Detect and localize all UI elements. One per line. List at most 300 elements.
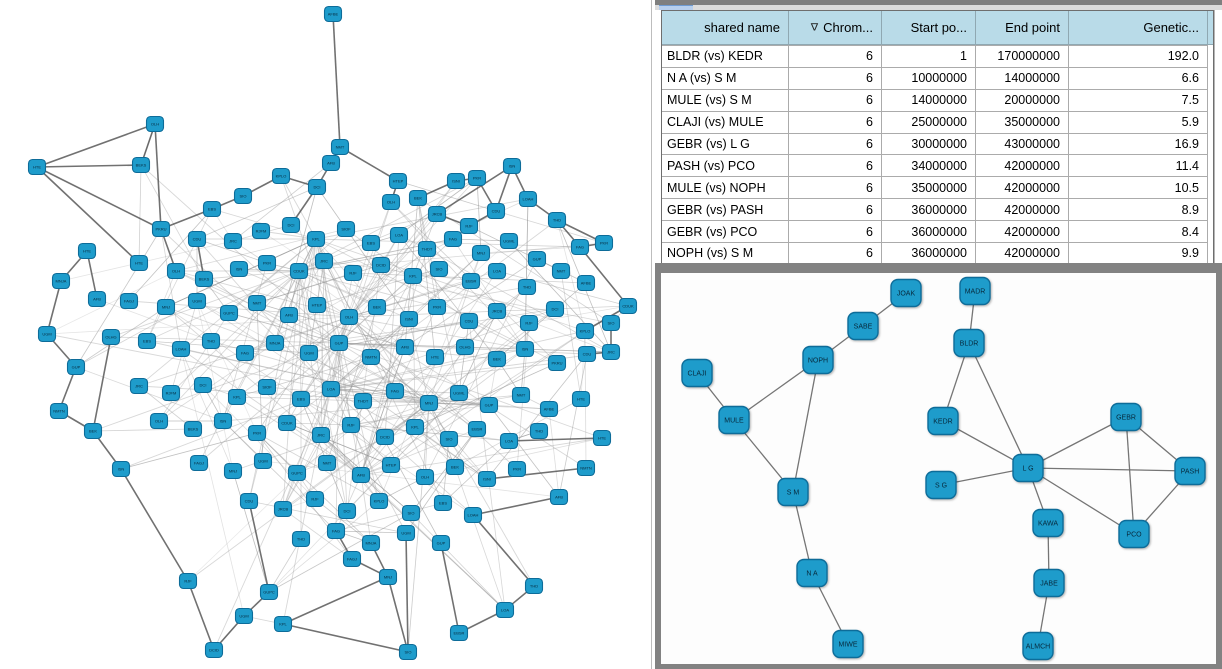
node-label: HTEP: [385, 462, 397, 468]
node-label: LOAH: [175, 346, 187, 352]
overview-node[interactable]: [51, 404, 68, 419]
overview-node[interactable]: [291, 264, 308, 279]
overview-node[interactable]: [572, 240, 589, 255]
table-cell[interactable]: 14000000: [882, 89, 976, 111]
table-cell[interactable]: 9.9: [1069, 242, 1208, 264]
detail-node-pash[interactable]: [1175, 458, 1205, 485]
overview-node[interactable]: [603, 345, 620, 360]
overview-node[interactable]: [189, 294, 206, 309]
overview-node[interactable]: [429, 300, 446, 315]
overview-node[interactable]: [509, 462, 526, 477]
table-row[interactable]: [662, 89, 1213, 111]
table-cell[interactable]: 8.4: [1069, 220, 1208, 242]
table-cell[interactable]: N A (vs) S M: [662, 67, 789, 89]
table-cell[interactable]: 6: [789, 154, 882, 176]
detail-node-mule[interactable]: [719, 407, 749, 434]
table-cell[interactable]: GEBR (vs) L G: [662, 133, 789, 155]
table-cell[interactable]: 35000000: [976, 111, 1069, 133]
overview-node[interactable]: [363, 350, 380, 365]
network-edge: [1126, 417, 1134, 534]
overview-node[interactable]: [407, 420, 424, 435]
overview-node[interactable]: [139, 334, 156, 349]
overview-node[interactable]: [553, 264, 570, 279]
table-cell[interactable]: 42000000: [976, 220, 1069, 242]
overview-node[interactable]: [89, 292, 106, 307]
overview-node[interactable]: [289, 466, 306, 481]
overview-node[interactable]: [308, 232, 325, 247]
detail-network-panel: [655, 263, 1222, 669]
node-label: HTEP: [311, 302, 323, 308]
overview-node[interactable]: [433, 536, 450, 551]
node-label: KPL: [233, 394, 241, 400]
table-cell[interactable]: 43000000: [976, 133, 1069, 155]
overview-node[interactable]: [400, 645, 417, 660]
table-cell[interactable]: CLAJI (vs) MULE: [662, 111, 789, 133]
overview-node[interactable]: [275, 502, 292, 517]
overview-node[interactable]: [341, 310, 358, 325]
table-cell[interactable]: 20000000: [976, 89, 1069, 111]
detail-node-s-g[interactable]: [926, 472, 956, 499]
overview-node[interactable]: [469, 422, 486, 437]
overview-node[interactable]: [316, 254, 333, 269]
overview-node[interactable]: [236, 609, 253, 624]
table-cell[interactable]: MULE (vs) S M: [662, 89, 789, 111]
table-cell[interactable]: 6: [789, 242, 882, 264]
node-label: THD: [522, 284, 532, 290]
table-row[interactable]: [662, 133, 1213, 155]
overview-node[interactable]: [131, 379, 148, 394]
overview-node[interactable]: [147, 117, 164, 132]
table-row[interactable]: [662, 111, 1213, 133]
overview-node[interactable]: [573, 392, 590, 407]
node-label: DCID: [380, 434, 390, 440]
node-label: UGML: [453, 390, 465, 396]
overview-node[interactable]: [596, 236, 613, 251]
table-cell[interactable]: 6: [789, 89, 882, 111]
overview-node[interactable]: [293, 392, 310, 407]
table-cell[interactable]: PASH (vs) PCO: [662, 154, 789, 176]
node-label: RJF: [184, 578, 192, 584]
detail-network-svg: [661, 273, 1216, 664]
table-cell[interactable]: 170000000: [976, 45, 1069, 67]
node-label: BEK: [372, 304, 382, 310]
overview-node[interactable]: [283, 218, 300, 233]
overview-node[interactable]: [355, 394, 372, 409]
overview-node[interactable]: [369, 300, 386, 315]
table-cell[interactable]: 8.9: [1069, 198, 1208, 220]
overview-node[interactable]: [313, 428, 330, 443]
node-label: CDUK: [281, 420, 293, 426]
overview-node[interactable]: [189, 232, 206, 247]
overview-node[interactable]: [463, 274, 480, 289]
table-cell[interactable]: 11.4: [1069, 154, 1208, 176]
overview-node[interactable]: [121, 294, 138, 309]
table-row[interactable]: [662, 154, 1213, 176]
node-label: DCI: [551, 306, 559, 312]
overview-node[interactable]: [255, 454, 272, 469]
table-cell[interactable]: 6: [789, 111, 882, 133]
overview-node[interactable]: [241, 494, 258, 509]
node-label: PKRU: [155, 226, 167, 232]
overview-node[interactable]: [441, 432, 458, 447]
table-cell[interactable]: 16.9: [1069, 133, 1208, 155]
table-cell[interactable]: 7.5: [1069, 89, 1208, 111]
detail-node-kedr[interactable]: [928, 408, 958, 435]
overview-node[interactable]: [293, 532, 310, 547]
overview-node[interactable]: [398, 526, 415, 541]
overview-node[interactable]: [488, 204, 505, 219]
overview-node[interactable]: [390, 174, 407, 189]
overview-node[interactable]: [173, 342, 190, 357]
overview-node[interactable]: [158, 300, 175, 315]
detail-node-noph[interactable]: [803, 347, 833, 374]
overview-node[interactable]: [448, 174, 465, 189]
node-label: RJF: [347, 422, 355, 428]
overview-node[interactable]: [497, 603, 514, 618]
table-cell[interactable]: 36000000: [882, 242, 976, 264]
overview-node[interactable]: [153, 222, 170, 237]
overview-node[interactable]: [221, 306, 238, 321]
overview-node[interactable]: [401, 312, 418, 327]
table-cell[interactable]: BLDR (vs) KEDR: [662, 45, 789, 67]
overview-node[interactable]: [338, 222, 355, 237]
overview-node[interactable]: [151, 414, 168, 429]
overview-node[interactable]: [620, 299, 637, 314]
detail-node-bldr[interactable]: [954, 330, 984, 357]
overview-node[interactable]: [577, 324, 594, 339]
table-cell[interactable]: 6.6: [1069, 67, 1208, 89]
table-cell[interactable]: 10000000: [882, 67, 976, 89]
detail-node-sabe[interactable]: [848, 313, 878, 340]
node-label: ISNI: [405, 316, 413, 322]
overview-node[interactable]: [451, 386, 468, 401]
detail-node-joak[interactable]: [891, 280, 921, 307]
node-label: THDT: [357, 398, 369, 404]
node-label: JRC: [317, 432, 325, 438]
node-label: CDU: [491, 208, 501, 214]
table-cell[interactable]: 42000000: [976, 198, 1069, 220]
node-label: HTE: [431, 354, 439, 360]
overview-node[interactable]: [529, 252, 546, 267]
overview-node[interactable]: [461, 314, 478, 329]
overview-node[interactable]: [603, 316, 620, 331]
overview-node[interactable]: [215, 414, 232, 429]
table-row[interactable]: [662, 45, 1213, 67]
overview-node[interactable]: [131, 256, 148, 271]
table-row[interactable]: [662, 176, 1213, 198]
overview-node[interactable]: [419, 242, 436, 257]
detail-node-s-m[interactable]: [778, 479, 808, 506]
table-row[interactable]: [662, 242, 1213, 264]
overview-node[interactable]: [461, 219, 478, 234]
overview-node[interactable]: [225, 234, 242, 249]
table-cell[interactable]: 6: [789, 198, 882, 220]
detail-node-madr[interactable]: [960, 278, 990, 305]
overview-node[interactable]: [489, 352, 506, 367]
network-edge: [139, 165, 141, 263]
detail-node-gebr[interactable]: [1111, 404, 1141, 431]
overview-node[interactable]: [163, 386, 180, 401]
overview-node[interactable]: [309, 180, 326, 195]
table-cell[interactable]: 6: [789, 176, 882, 198]
overview-node[interactable]: [273, 169, 290, 184]
table-cell[interactable]: 42000000: [976, 242, 1069, 264]
node-label: EBS: [142, 338, 152, 344]
overview-node[interactable]: [363, 536, 380, 551]
overview-node[interactable]: [79, 244, 96, 259]
node-label: EBSR: [465, 278, 477, 284]
table-cell[interactable]: 1: [882, 45, 976, 67]
overview-node[interactable]: [53, 274, 70, 289]
overview-node[interactable]: [397, 340, 414, 355]
overview-node[interactable]: [180, 574, 197, 589]
table-scrollbar-track[interactable]: [1214, 10, 1222, 263]
overview-node[interactable]: [520, 192, 537, 207]
overview-node[interactable]: [261, 585, 278, 600]
node-label: PKR: [432, 304, 442, 310]
node-label: AFB: [555, 494, 563, 500]
overview-node[interactable]: [405, 269, 422, 284]
table-cell[interactable]: GEBR (vs) PCO: [662, 220, 789, 242]
overview-node[interactable]: [377, 430, 394, 445]
node-label: EBS: [207, 206, 217, 212]
column-header-start-po---[interactable]: [882, 11, 976, 44]
node-label: CLAJI: [687, 370, 707, 378]
overview-node[interactable]: [594, 431, 611, 446]
table-cell[interactable]: 6: [789, 67, 882, 89]
node-label: UGM: [401, 530, 411, 536]
detail-node-n-a[interactable]: [797, 560, 827, 587]
overview-node[interactable]: [469, 171, 486, 186]
column-header-chrom---[interactable]: [789, 11, 882, 44]
overview-node[interactable]: [133, 158, 150, 173]
overview-node[interactable]: [345, 266, 362, 281]
detail-node-almch[interactable]: [1023, 633, 1053, 660]
overview-node[interactable]: [489, 304, 506, 319]
node-label: BLDR: [959, 340, 979, 348]
overview-node[interactable]: [501, 434, 518, 449]
overview-node[interactable]: [417, 470, 434, 485]
overview-node[interactable]: [403, 506, 420, 521]
overview-node[interactable]: [501, 234, 518, 249]
overview-node[interactable]: [259, 380, 276, 395]
table-cell[interactable]: GEBR (vs) PASH: [662, 198, 789, 220]
overview-node[interactable]: [319, 456, 336, 471]
overview-node[interactable]: [323, 156, 340, 171]
table-row[interactable]: [662, 67, 1213, 89]
overview-node[interactable]: [339, 504, 356, 519]
table-row[interactable]: [662, 220, 1213, 242]
overview-node[interactable]: [259, 256, 276, 271]
overview-node[interactable]: [431, 262, 448, 277]
node-label: OLH: [154, 418, 164, 424]
overview-node[interactable]: [391, 228, 408, 243]
overview-node[interactable]: [281, 308, 298, 323]
detail-node-l-g[interactable]: [1013, 455, 1043, 482]
overview-node[interactable]: [519, 280, 536, 295]
overview-node[interactable]: [103, 330, 120, 345]
overview-node[interactable]: [504, 159, 521, 174]
table-cell[interactable]: 6: [789, 133, 882, 155]
overview-node[interactable]: [513, 388, 530, 403]
node-label: ISN: [235, 266, 243, 272]
overview-node[interactable]: [579, 347, 596, 362]
overview-node[interactable]: [547, 302, 564, 317]
overview-node[interactable]: [85, 424, 102, 439]
overview-node[interactable]: [309, 298, 326, 313]
table-cell[interactable]: 192.0: [1069, 45, 1208, 67]
overview-node[interactable]: [373, 258, 390, 273]
overview-node[interactable]: [237, 346, 254, 361]
overview-node[interactable]: [410, 191, 427, 206]
node-label: RJF: [465, 223, 473, 229]
table-cell[interactable]: 34000000: [882, 154, 976, 176]
overview-node[interactable]: [301, 346, 318, 361]
overview-node[interactable]: [195, 378, 212, 393]
node-label: AFB: [285, 312, 293, 318]
overview-node[interactable]: [517, 342, 534, 357]
overview-node[interactable]: [185, 422, 202, 437]
table-cell[interactable]: 35000000: [882, 176, 976, 198]
node-label: MADR: [964, 288, 986, 296]
detail-node-claji[interactable]: [682, 360, 712, 387]
overview-node[interactable]: [328, 524, 345, 539]
node-label: GUPC: [263, 589, 275, 595]
table-cell[interactable]: 6: [789, 45, 882, 67]
overview-node[interactable]: [551, 490, 568, 505]
overview-node[interactable]: [323, 382, 340, 397]
overview-node[interactable]: [204, 202, 221, 217]
node-label: UGM: [192, 298, 202, 304]
node-label: JRC: [607, 349, 615, 355]
overview-node[interactable]: [421, 396, 438, 411]
overview-node[interactable]: [549, 356, 566, 371]
overview-node[interactable]: [427, 350, 444, 365]
overview-node[interactable]: [203, 334, 220, 349]
overview-node[interactable]: [481, 398, 498, 413]
overview-node[interactable]: [344, 552, 361, 567]
overview-node[interactable]: [68, 360, 85, 375]
column-header-end-point[interactable]: [976, 11, 1069, 44]
overview-node[interactable]: [429, 207, 446, 222]
overview-node[interactable]: [235, 189, 252, 204]
overview-node[interactable]: [489, 264, 506, 279]
node-label: AFB: [357, 472, 365, 478]
overview-node[interactable]: [168, 264, 185, 279]
overview-node[interactable]: [387, 384, 404, 399]
overview-node[interactable]: [29, 160, 46, 175]
overview-node[interactable]: [521, 316, 538, 331]
overview-node[interactable]: [451, 626, 468, 641]
overview-node[interactable]: [435, 496, 452, 511]
node-label: PASH: [1180, 468, 1200, 476]
detail-node-kawa[interactable]: [1033, 510, 1063, 537]
table-cell[interactable]: 30000000: [882, 133, 976, 155]
overview-node[interactable]: [343, 418, 360, 433]
node-label: AFBE: [327, 11, 339, 17]
overview-node[interactable]: [473, 246, 490, 261]
overview-node[interactable]: [578, 461, 595, 476]
table-cell[interactable]: 36000000: [882, 220, 976, 242]
overview-node[interactable]: [332, 140, 349, 155]
overview-node[interactable]: [196, 272, 213, 287]
overview-node[interactable]: [191, 456, 208, 471]
overview-node[interactable]: [225, 464, 242, 479]
overview-node[interactable]: [353, 468, 370, 483]
overview-node[interactable]: [526, 579, 543, 594]
overview-node[interactable]: [479, 472, 496, 487]
network-edge: [336, 531, 406, 533]
overview-node[interactable]: [275, 617, 292, 632]
table-cell[interactable]: 42000000: [976, 154, 1069, 176]
overview-node[interactable]: [267, 336, 284, 351]
filter-icon[interactable]: ∇: [810, 22, 819, 34]
detail-node-pco[interactable]: [1119, 521, 1149, 548]
overview-node[interactable]: [541, 402, 558, 417]
node-label: KPL: [409, 273, 417, 279]
detail-node-jabe[interactable]: [1034, 570, 1064, 597]
overview-node[interactable]: [206, 643, 223, 658]
overview-node[interactable]: [445, 232, 462, 247]
overview-node[interactable]: [229, 390, 246, 405]
overview-node[interactable]: [447, 460, 464, 475]
attribute-table: [661, 10, 1214, 263]
overview-node[interactable]: [383, 458, 400, 473]
node-label: FAG: [331, 528, 341, 534]
overview-node[interactable]: [371, 494, 388, 509]
overview-node[interactable]: [249, 426, 266, 441]
overview-node[interactable]: [363, 236, 380, 251]
table-cell[interactable]: 14000000: [976, 67, 1069, 89]
node-label: GUP: [484, 402, 494, 408]
panel-splitter[interactable]: [651, 0, 652, 669]
network-edge: [411, 513, 505, 610]
table-cell[interactable]: NOPH (vs) S M: [662, 242, 789, 264]
overview-node[interactable]: [279, 416, 296, 431]
table-row[interactable]: [662, 198, 1213, 220]
table-cell[interactable]: 36000000: [882, 198, 976, 220]
overview-node[interactable]: [325, 7, 342, 22]
table-cell[interactable]: 10.5: [1069, 176, 1208, 198]
overview-node[interactable]: [113, 462, 130, 477]
overview-node[interactable]: [307, 492, 324, 507]
column-header-label: Genetic...: [1143, 20, 1199, 35]
column-header-genetic---[interactable]: [1069, 11, 1208, 44]
overview-node[interactable]: [39, 327, 56, 342]
overview-node[interactable]: [380, 570, 397, 585]
overview-node[interactable]: [331, 336, 348, 351]
overview-node[interactable]: [531, 424, 548, 439]
overview-node[interactable]: [249, 296, 266, 311]
table-cell[interactable]: 5.9: [1069, 111, 1208, 133]
node-label: GUP: [334, 340, 344, 346]
overview-node[interactable]: [549, 213, 566, 228]
overview-node[interactable]: [457, 340, 474, 355]
table-cell[interactable]: 42000000: [976, 176, 1069, 198]
overview-node[interactable]: [465, 508, 482, 523]
network-edge: [473, 515, 534, 586]
overview-node[interactable]: [231, 262, 248, 277]
table-cell[interactable]: MULE (vs) NOPH: [662, 176, 789, 198]
node-label: KPL: [312, 236, 320, 242]
overview-node[interactable]: [253, 224, 270, 239]
table-cell[interactable]: 6: [789, 220, 882, 242]
table-cell[interactable]: 25000000: [882, 111, 976, 133]
overview-node[interactable]: [578, 276, 595, 291]
detail-node-miwe[interactable]: [833, 631, 863, 658]
overview-node[interactable]: [383, 195, 400, 210]
column-header-shared-name[interactable]: [662, 11, 789, 44]
